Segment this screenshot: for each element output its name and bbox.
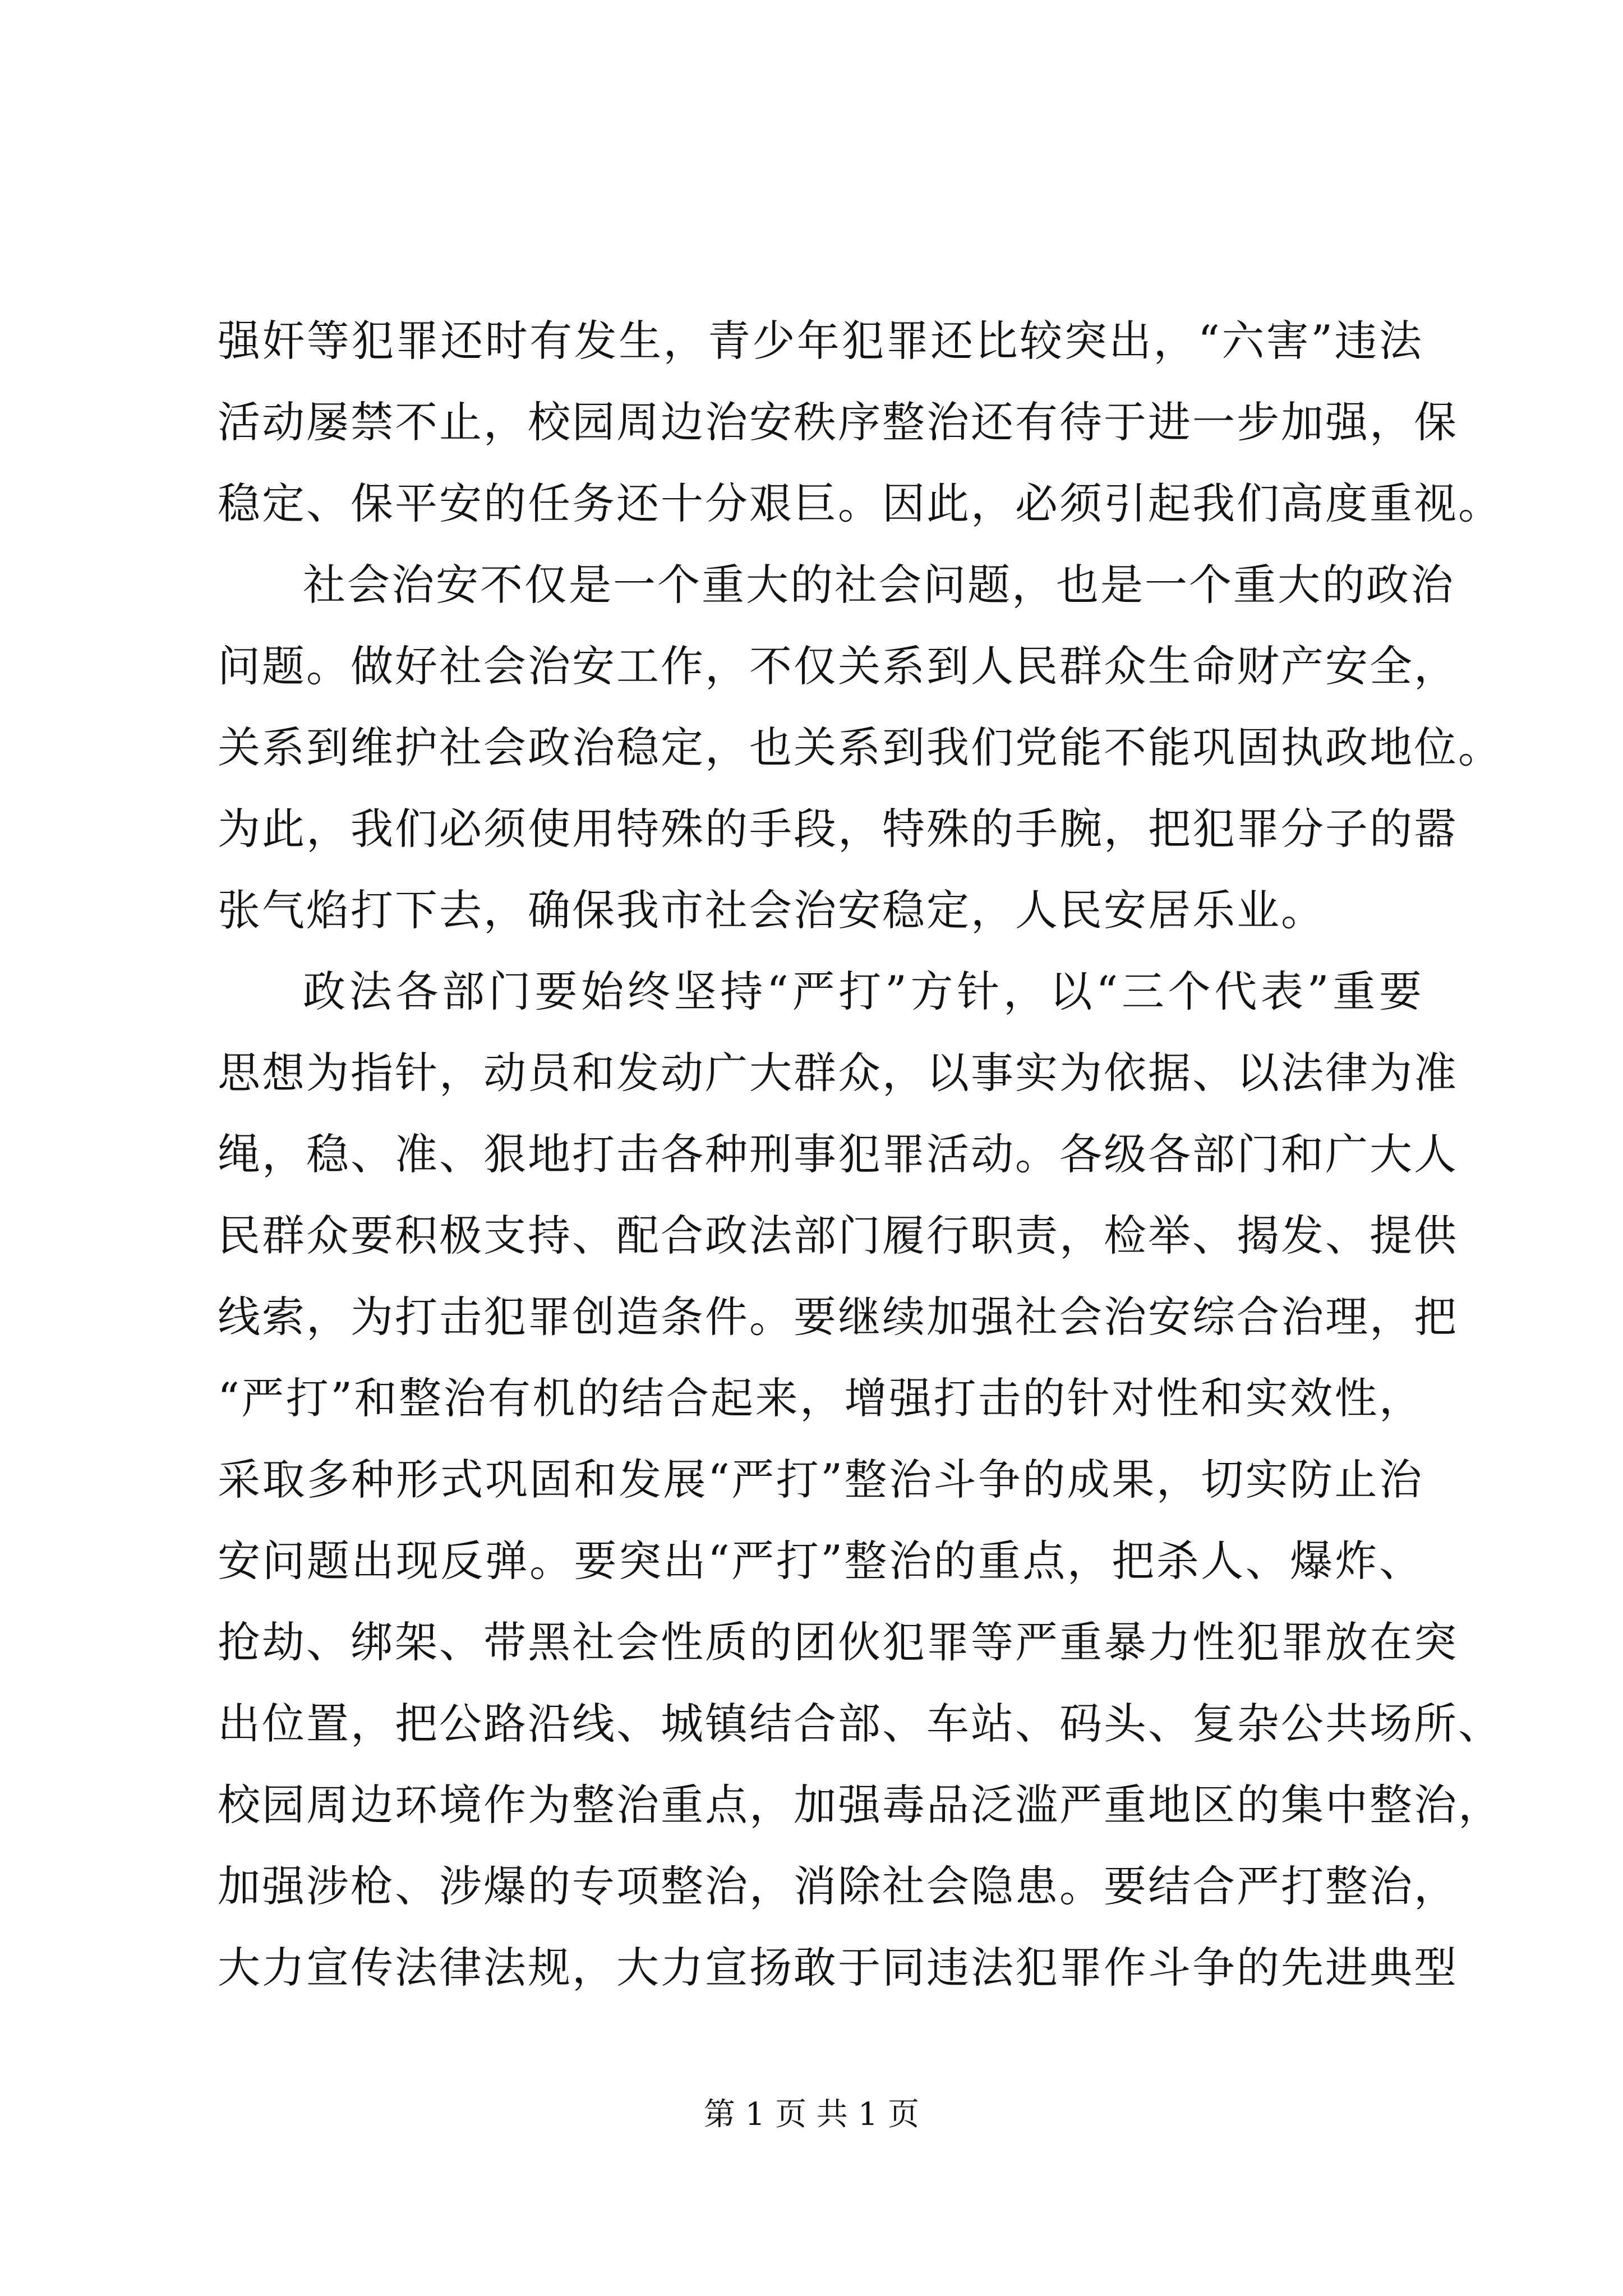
text-line: 抢劫、绑架、带黑社会性质的团伙犯罪等严重暴力性犯罪放在突 xyxy=(218,1617,1458,1667)
text-line: 稳定、保平安的任务还十分艰巨。因此，必须引起我们高度重视。 xyxy=(218,478,1502,528)
paragraph-end-line: 张气焰打下去，确保我市社会治安稳定，人民安居乐业。 xyxy=(218,885,1325,935)
text-line: 思想为指针，动员和发动广大群众，以事实为依据、以法律为准 xyxy=(218,1048,1458,1098)
text-line: 大力宣传法律法规，大力宣扬敢于同违法犯罪作斗争的先进典型 xyxy=(218,1943,1458,1993)
text-line: 为此，我们必须使用特殊的手段，特殊的手腕，把犯罪分子的嚣 xyxy=(218,804,1458,854)
text-line: 校园周边环境作为整治重点，加强毒品泛滥严重地区的集中整治， xyxy=(218,1780,1502,1830)
text-line: 出位置，把公路沿线、城镇结合部、车站、码头、复杂公共场所、 xyxy=(218,1699,1502,1749)
text-line: 线索，为打击犯罪创造条件。要继续加强社会治安综合治理，把 xyxy=(218,1292,1458,1342)
body-text xyxy=(218,300,1502,2008)
text-line: 活动屡禁不止，校园周边治安秩序整治还有待于进一步加强，保 xyxy=(218,397,1458,447)
paragraph-start-line: 社会治安不仅是一个重大的社会问题，也是一个重大的政治 xyxy=(303,560,1455,610)
text-line: 采取多种形式巩固和发展“严打”整治斗争的成果，切实防止治 xyxy=(218,1455,1423,1504)
text-line: 强奸等犯罪还时有发生，青少年犯罪还比较突出，“六害”违法 xyxy=(218,316,1423,366)
text-line: 问题。做好社会治安工作，不仅关系到人民群众生命财产安全， xyxy=(218,641,1458,691)
page-number-footer: 第 1 页 共 1 页 xyxy=(703,2096,920,2133)
text-line: 加强涉枪、涉爆的专项整治，消除社会隐患。要结合严打整治， xyxy=(218,1861,1458,1911)
paragraph-start-line: 政法各部门要始终坚持“严打”方针，以“三个代表”重要 xyxy=(303,967,1423,1016)
text-line: 关系到维护社会政治稳定，也关系到我们党能不能巩固执政地位。 xyxy=(218,723,1502,772)
text-line: “严打”和整治有机的结合起来，增强打击的针对性和实效性， xyxy=(218,1373,1423,1423)
text-line: 绳，稳、准、狠地打击各种刑事犯罪活动。各级各部门和广大人 xyxy=(218,1129,1458,1179)
text-line: 安问题出现反弹。要突出“严打”整治的重点，把杀人、爆炸、 xyxy=(218,1536,1423,1586)
text-line: 民群众要积极支持、配合政法部门履行职责，检举、揭发、提供 xyxy=(218,1211,1458,1260)
